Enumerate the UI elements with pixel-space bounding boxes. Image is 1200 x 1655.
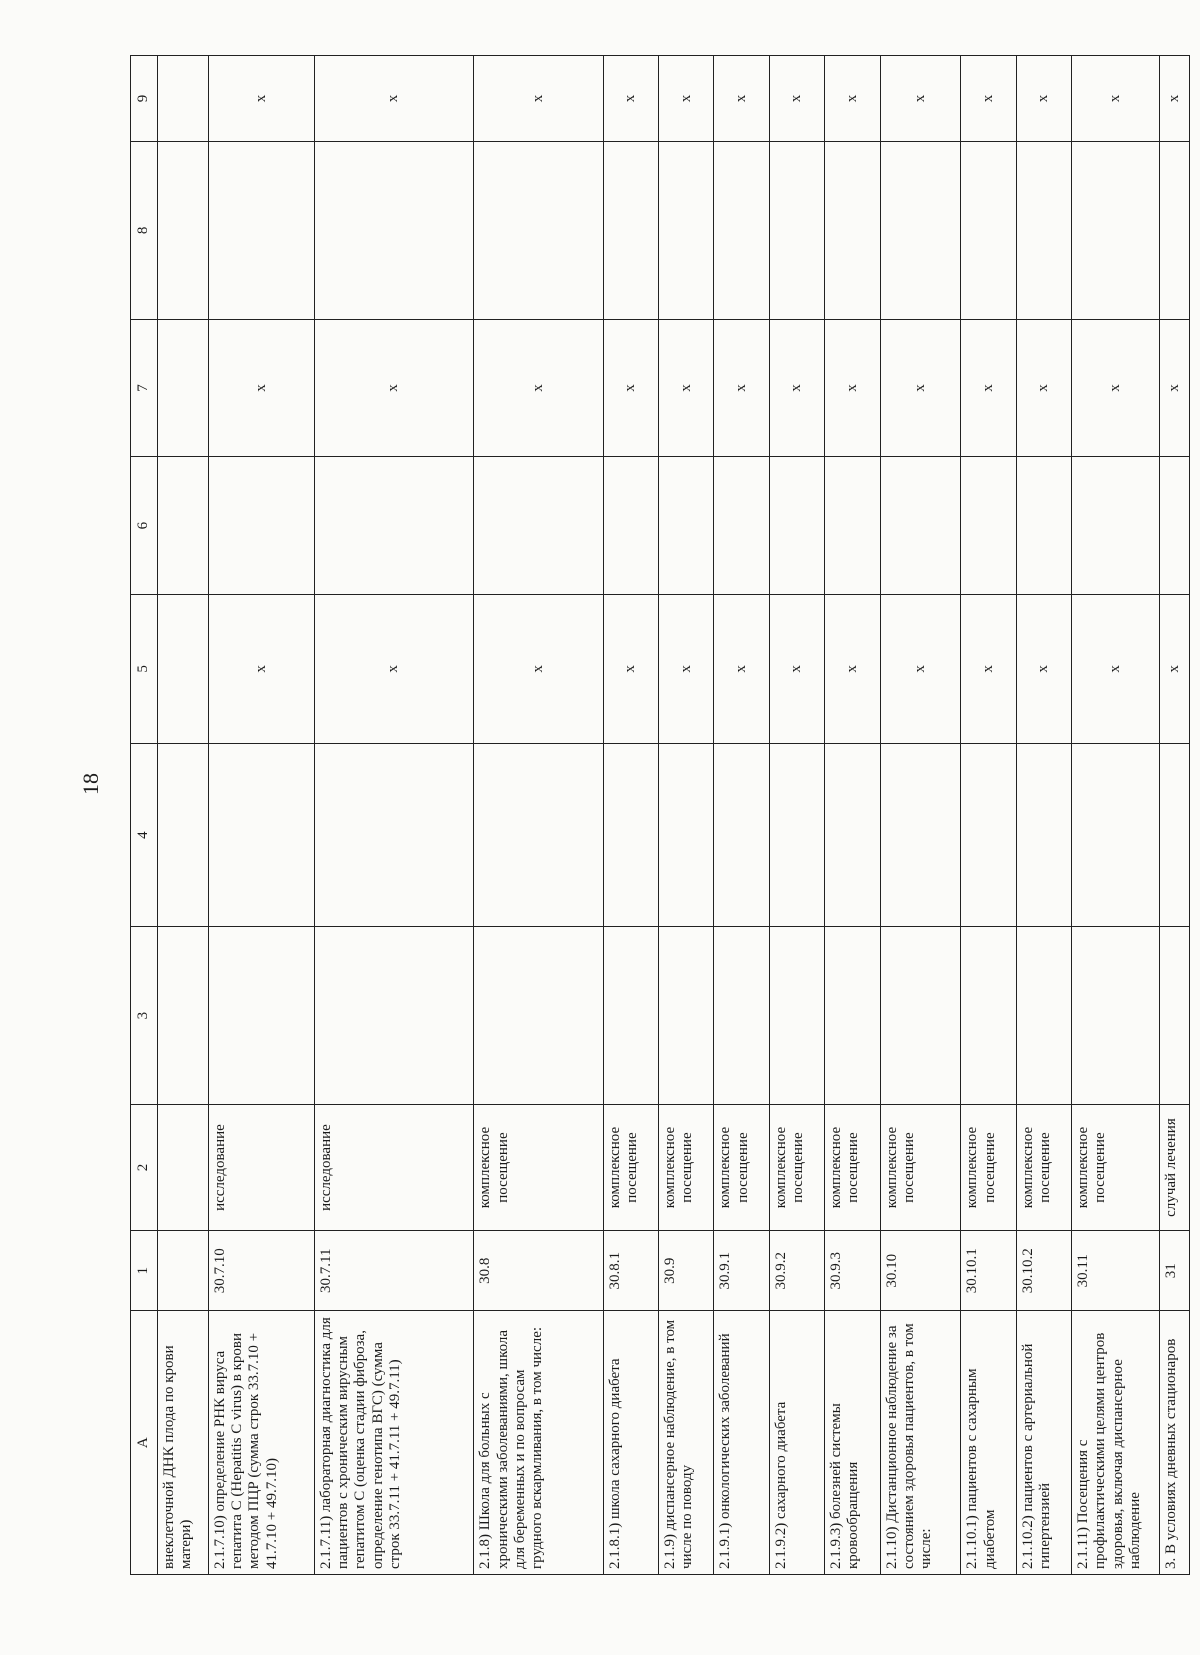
value-cell (314, 142, 473, 320)
value-cell: х (1159, 594, 1189, 743)
value-cell (1159, 142, 1189, 320)
row-code-cell: 30.10.2 (1016, 1231, 1071, 1311)
value-cell (825, 457, 880, 595)
value-cell: х (1159, 319, 1189, 457)
row-name-cell: 2.1.8) Школа для больных с хроническими заболеваниями, школа для беременных и по вопросам грудного вскармливания, в том числе: (474, 1311, 603, 1575)
header-cell: 3 (131, 927, 158, 1105)
header-cell: 9 (131, 56, 158, 142)
value-cell (769, 743, 824, 926)
value-cell: х (208, 56, 314, 142)
value-cell (769, 457, 824, 595)
value-cell (208, 142, 314, 320)
value-cell (714, 927, 769, 1105)
value-cell: х (1159, 56, 1189, 142)
value-cell (1159, 927, 1189, 1105)
value-cell: х (714, 594, 769, 743)
row-name-cell: 2.1.11) Посещения с профилактическими целями центров здоровья, включая диспансерное наблюдение (1072, 1311, 1160, 1575)
row-unit-cell: исследование (314, 1105, 473, 1231)
table-row (208, 56, 314, 1575)
row-code-cell: 30.10 (880, 1231, 961, 1311)
row-code-cell: 30.7.11 (314, 1231, 473, 1311)
header-cell: 4 (131, 743, 158, 926)
value-cell (314, 457, 473, 595)
value-cell: х (603, 594, 658, 743)
value-cell: х (1016, 56, 1071, 142)
row-name-cell: 2.1.9.2) сахарного диабета (769, 1311, 824, 1575)
table-row (314, 56, 473, 1575)
value-cell: х (825, 594, 880, 743)
value-cell: х (1072, 319, 1160, 457)
value-cell: х (658, 319, 713, 457)
value-cell (658, 142, 713, 320)
row-unit-cell: исследование (208, 1105, 314, 1231)
row-code-cell: 30.11 (1072, 1231, 1160, 1311)
value-cell (880, 142, 961, 320)
value-cell (825, 142, 880, 320)
value-cell (961, 927, 1016, 1105)
row-name-cell: 2.1.7.10) определение РНК вируса гепатита С (Hepatitis С virus) в крови методом ПЦР (сумма строк 33.7.10 + 41.7.10 + 49.7.10) (208, 1311, 314, 1575)
row-code-cell: 30.9.2 (769, 1231, 824, 1311)
row-unit-cell: комплексное посещение (769, 1105, 824, 1231)
row-code-cell: 31 (1159, 1231, 1189, 1311)
value-cell: х (769, 56, 824, 142)
value-cell: х (208, 594, 314, 743)
value-cell (603, 457, 658, 595)
table-header-row (131, 56, 158, 1575)
value-cell (158, 594, 209, 743)
value-cell: х (961, 594, 1016, 743)
value-cell: х (880, 56, 961, 142)
row-unit-cell: комплексное посещение (714, 1105, 769, 1231)
header-cell: 1 (131, 1231, 158, 1311)
value-cell (961, 457, 1016, 595)
table-row (961, 56, 1016, 1575)
value-cell (474, 743, 603, 926)
value-cell (1072, 743, 1160, 926)
table-row (658, 56, 713, 1575)
value-cell (1016, 142, 1071, 320)
value-cell (961, 142, 1016, 320)
value-cell (474, 142, 603, 320)
value-cell (158, 319, 209, 457)
header-cell: 7 (131, 319, 158, 457)
value-cell (714, 142, 769, 320)
row-name-cell: 3. В условиях дневных стационаров (1159, 1311, 1189, 1575)
value-cell (208, 457, 314, 595)
value-cell (1016, 927, 1071, 1105)
value-cell (208, 927, 314, 1105)
value-cell: х (769, 319, 824, 457)
value-cell (208, 743, 314, 926)
value-cell: х (314, 56, 473, 142)
value-cell (314, 927, 473, 1105)
value-cell (603, 142, 658, 320)
table-row (158, 56, 209, 1575)
row-unit-cell: комплексное посещение (1072, 1105, 1160, 1231)
value-cell: х (1072, 56, 1160, 142)
value-cell: х (769, 594, 824, 743)
row-code-cell: 30.9.1 (714, 1231, 769, 1311)
row-code-cell: 30.10.1 (961, 1231, 1016, 1311)
value-cell: х (880, 319, 961, 457)
value-cell (825, 927, 880, 1105)
value-cell (769, 142, 824, 320)
value-cell (1072, 457, 1160, 595)
value-cell: х (603, 319, 658, 457)
row-unit-cell: комплексное посещение (603, 1105, 658, 1231)
table-row (474, 56, 603, 1575)
value-cell (658, 457, 713, 595)
row-name-cell: 2.1.9) диспансерное наблюдение, в том числе по поводу (658, 1311, 713, 1575)
row-code-cell: 30.9.3 (825, 1231, 880, 1311)
value-cell: х (714, 319, 769, 457)
row-name-cell: 2.1.10) Дистанционное наблюдение за состоянием здоровья пациентов, в том числе: (880, 1311, 961, 1575)
row-unit-cell: случай лечения (1159, 1105, 1189, 1231)
value-cell (825, 743, 880, 926)
row-unit-cell: комплексное посещение (825, 1105, 880, 1231)
value-cell (880, 457, 961, 595)
value-cell (474, 927, 603, 1105)
row-code-cell (158, 1231, 209, 1311)
value-cell (1072, 142, 1160, 320)
value-cell (158, 142, 209, 320)
header-cell: 8 (131, 142, 158, 320)
value-cell (474, 457, 603, 595)
table-row (1159, 56, 1189, 1575)
header-cell: А (131, 1311, 158, 1575)
value-cell (1159, 457, 1189, 595)
table-row (825, 56, 880, 1575)
value-cell (158, 927, 209, 1105)
table-row (1016, 56, 1071, 1575)
value-cell: х (314, 594, 473, 743)
value-cell (769, 927, 824, 1105)
value-cell (961, 743, 1016, 926)
value-cell: х (714, 56, 769, 142)
row-code-cell: 30.7.10 (208, 1231, 314, 1311)
report-table-container (130, 55, 1190, 1575)
table-row (1072, 56, 1160, 1575)
value-cell: х (658, 56, 713, 142)
row-unit-cell (158, 1105, 209, 1231)
value-cell: х (208, 319, 314, 457)
value-cell (1072, 927, 1160, 1105)
table-row (714, 56, 769, 1575)
value-cell: х (825, 56, 880, 142)
value-cell: х (474, 56, 603, 142)
header-cell: 2 (131, 1105, 158, 1231)
value-cell (1016, 457, 1071, 595)
row-code-cell: 30.9 (658, 1231, 713, 1311)
row-name-cell: внеклеточной ДНК плода по крови матери) (158, 1311, 209, 1575)
value-cell (314, 743, 473, 926)
report-table (130, 55, 1190, 1575)
table-row (603, 56, 658, 1575)
value-cell (714, 743, 769, 926)
row-unit-cell: комплексное посещение (658, 1105, 713, 1231)
value-cell: х (658, 594, 713, 743)
value-cell: х (474, 319, 603, 457)
row-code-cell: 30.8 (474, 1231, 603, 1311)
row-unit-cell: комплексное посещение (474, 1105, 603, 1231)
value-cell (658, 927, 713, 1105)
row-code-cell: 30.8.1 (603, 1231, 658, 1311)
value-cell: х (961, 56, 1016, 142)
value-cell (158, 743, 209, 926)
page-number: 18 (78, 773, 103, 795)
value-cell (880, 927, 961, 1105)
value-cell (158, 457, 209, 595)
value-cell: х (1072, 594, 1160, 743)
row-name-cell: 2.1.8.1) школа сахарного диабета (603, 1311, 658, 1575)
value-cell (658, 743, 713, 926)
value-cell (603, 927, 658, 1105)
row-name-cell: 2.1.10.1) пациентов с сахарным диабетом (961, 1311, 1016, 1575)
value-cell (1016, 743, 1071, 926)
row-name-cell: 2.1.7.11) лабораторная диагностика для пациентов с хроническим вирусным гепатитом С (оценка стадии фиброза, определение генотипа ВГС) (сумма строк 33.7.11 + 41.7.11 + 49.7.11) (314, 1311, 473, 1575)
value-cell (714, 457, 769, 595)
value-cell: х (961, 319, 1016, 457)
row-name-cell: 2.1.9.1) онкологических заболеваний (714, 1311, 769, 1575)
row-name-cell: 2.1.10.2) пациентов с артериальной гипертензией (1016, 1311, 1071, 1575)
value-cell (158, 56, 209, 142)
value-cell: х (1016, 594, 1071, 743)
header-cell: 6 (131, 457, 158, 595)
value-cell: х (880, 594, 961, 743)
value-cell (603, 743, 658, 926)
table-row (880, 56, 961, 1575)
value-cell (880, 743, 961, 926)
row-unit-cell: комплексное посещение (880, 1105, 961, 1231)
table-row (769, 56, 824, 1575)
row-unit-cell: комплексное посещение (1016, 1105, 1071, 1231)
row-name-cell: 2.1.9.3) болезней системы кровообращения (825, 1311, 880, 1575)
value-cell: х (603, 56, 658, 142)
row-unit-cell: комплексное посещение (961, 1105, 1016, 1231)
value-cell: х (1016, 319, 1071, 457)
value-cell: х (825, 319, 880, 457)
value-cell (1159, 743, 1189, 926)
header-cell: 5 (131, 594, 158, 743)
value-cell: х (314, 319, 473, 457)
value-cell: х (474, 594, 603, 743)
